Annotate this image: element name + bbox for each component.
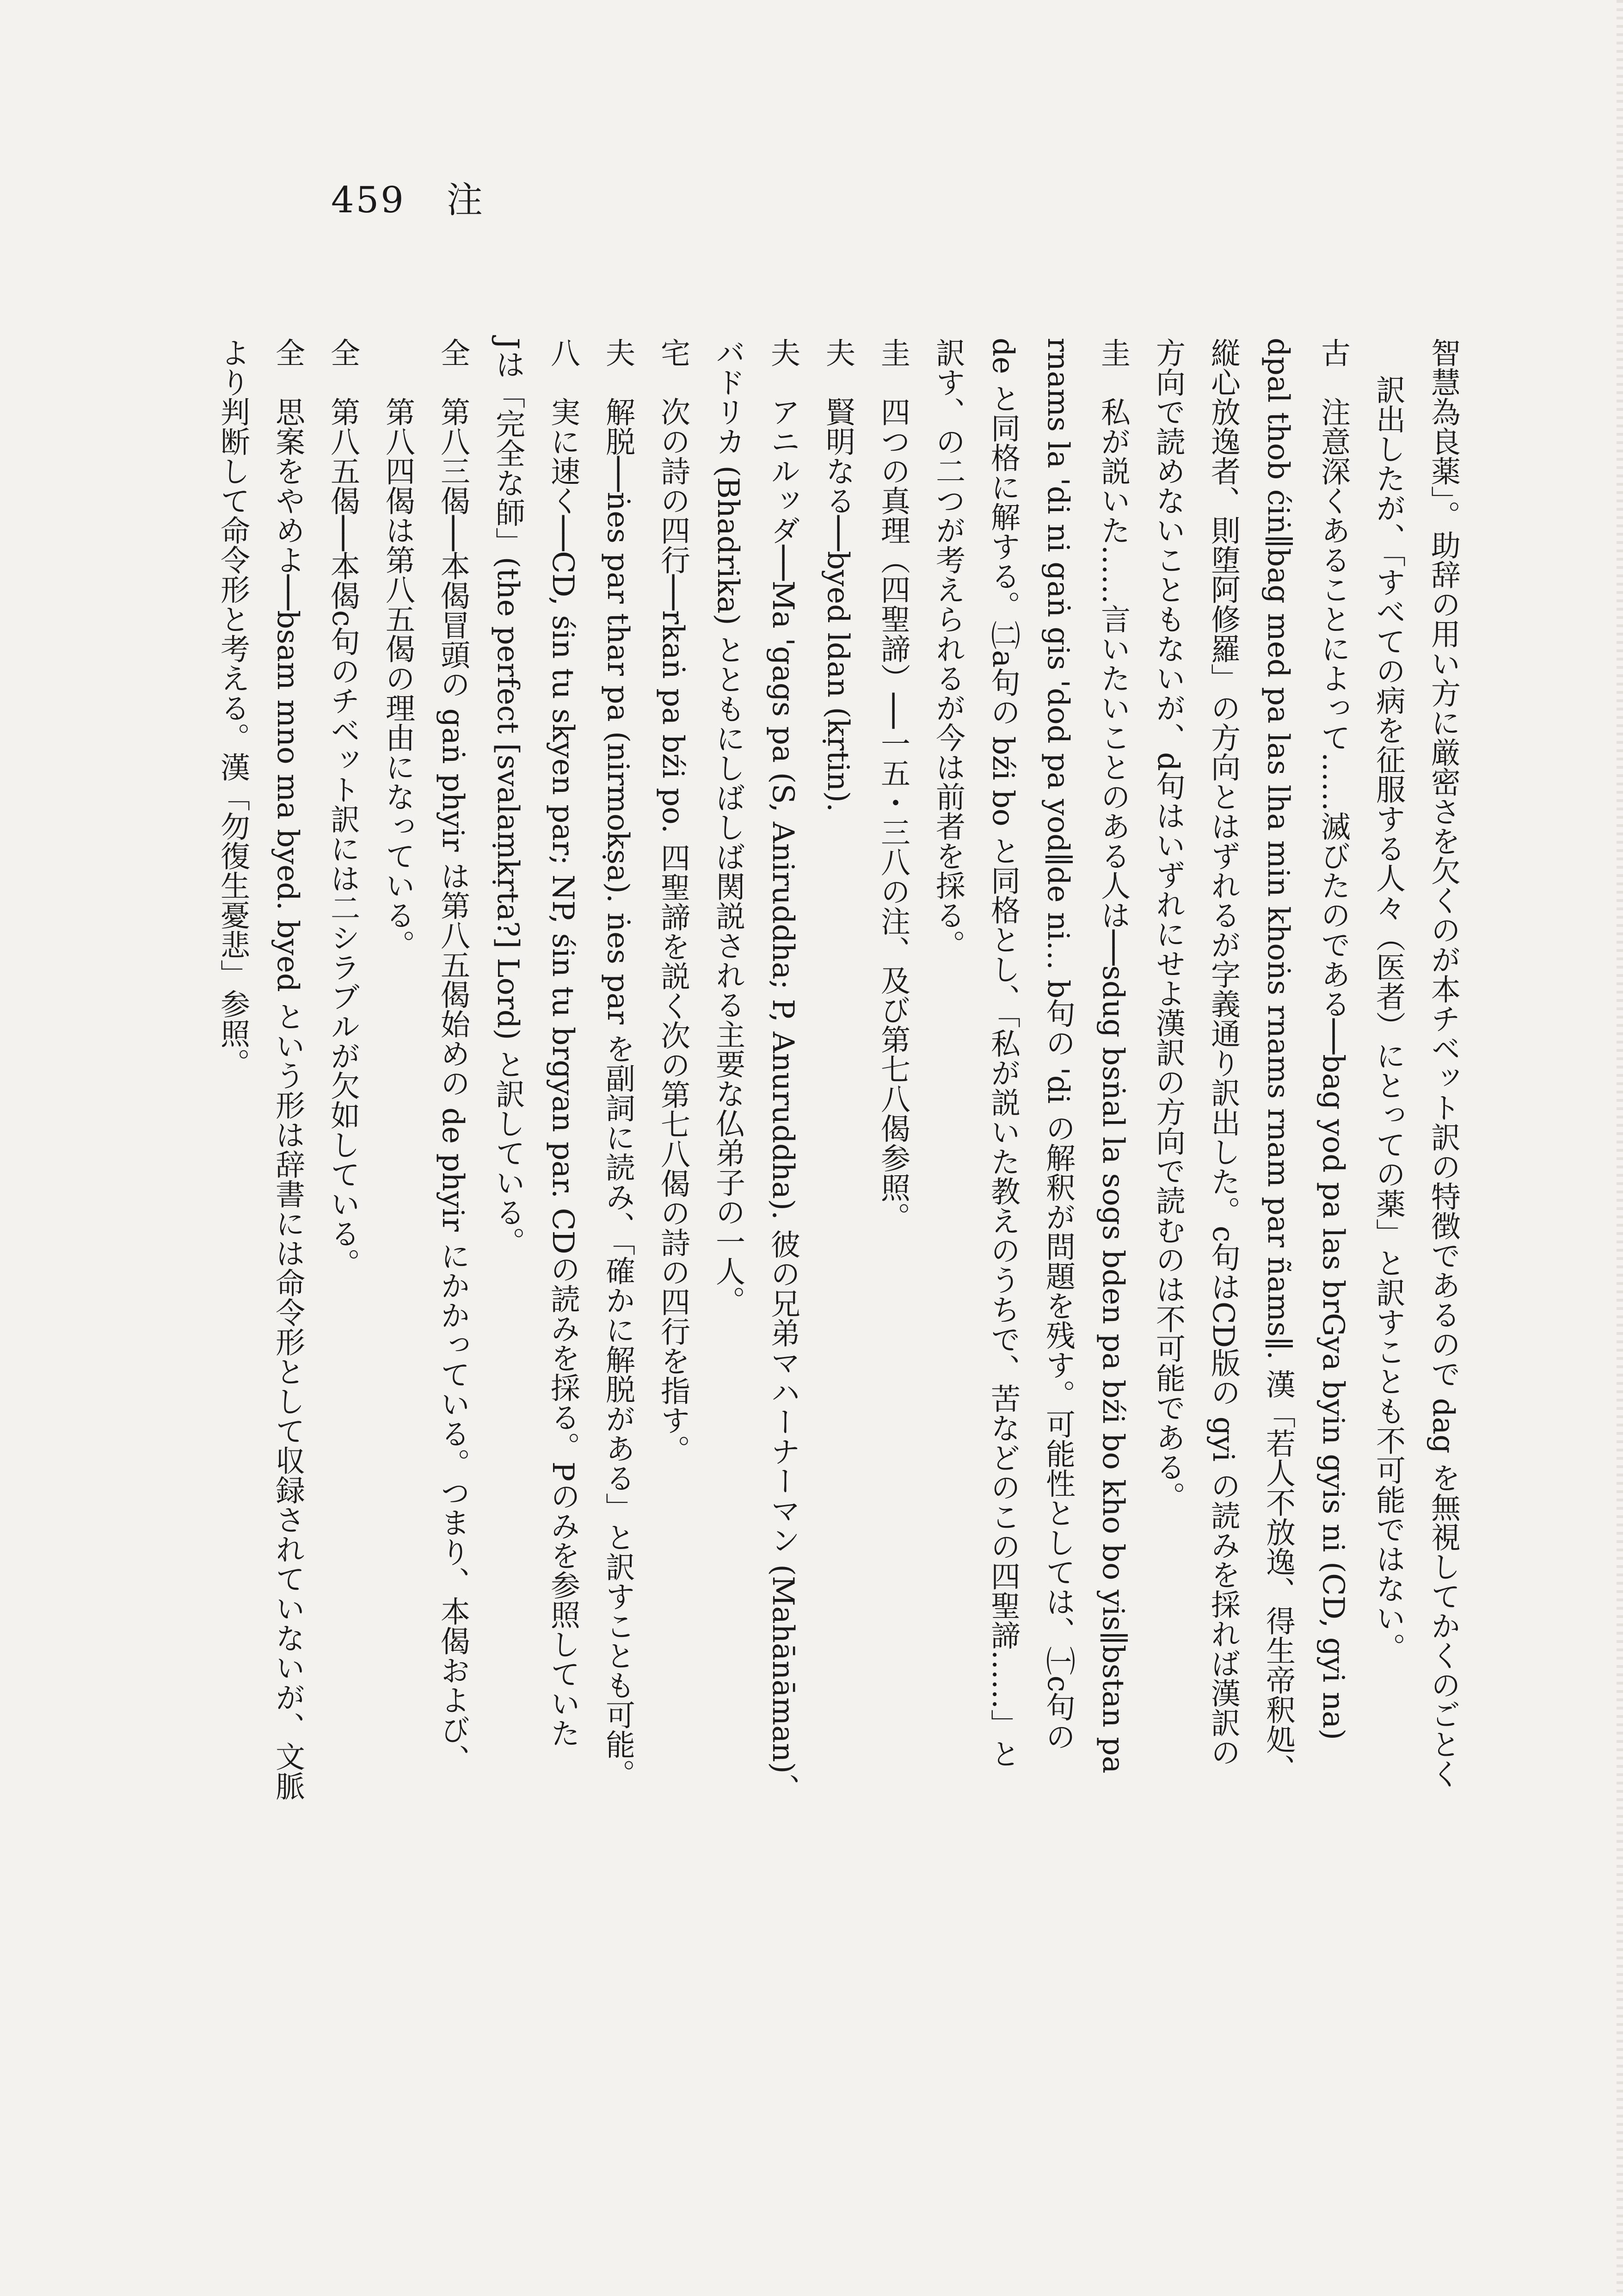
note-line: de と同格に解する。㈡a句の bźi bo と同格とし、「私が説いた教えのうちで、苦などのこの四聖諦……」と — [986, 338, 1020, 1769]
note-line: 八 実に速く──CD, śin tu skyen par; NP, śin tu brgyan par. CDの読みを採る。Pのみを参照していた — [546, 338, 580, 1748]
note-line: 圭 四つの真理（四聖諦）──一五・三八の注、及び第七八偈参照。 — [876, 338, 910, 1232]
page-header — [331, 171, 485, 223]
note-line: より判断して命令形と考える。漢「勿復生憂悲」参照。 — [215, 338, 250, 1078]
note-line: 智慧為良薬」。助辞の用い方に厳密さを欠くのが本チベット訳の特徴であるので dag を無視してかくのごとく — [1426, 338, 1460, 1789]
note-line: 夫 アニルッダ──Ma 'gags pa (S, Aniruddha; P, Anuruddha). 彼の兄弟マハーナーマン (Mahānāman)、 — [766, 338, 800, 1803]
note-line: 全 思案をやめよ──bsam mno ma byed. byed という形は辞書には命令形として収録されていないが、文脈 — [270, 338, 305, 1801]
note-line: 全 第八三偈──本偈冒頭の gaṅ phyir は第八五偈始めの de phyir にかかっている。つまり、本偈および、 — [436, 338, 470, 1774]
page-number: 459 — [331, 179, 406, 221]
note-line: 第八四偈は第八五偈の理由になっている。 — [381, 397, 415, 959]
note-line: 圭 私が説いた……言いたいことのある人は──sdug bsṅal la sogs bden pa bźi bo kho bo yis∥bstan pa — [1096, 338, 1130, 1774]
note-line: 宅 次の詩の四行──rkaṅ pa bźi po. 四聖諦を説く次の第七八偈の詩の四行を指す。 — [656, 338, 690, 1465]
section-label: 注 — [446, 179, 485, 221]
note-line: Jは「完全な師」(the perfect [svalaṃkṛta?] Lord) と訳している。 — [491, 338, 525, 1257]
page-edge-shadow — [1617, 0, 1623, 2296]
note-line: 方向で読めないこともないが、d句はいずれにせよ漢訳の方向で読むのは不可能である。 — [1151, 338, 1185, 1511]
note-line: バドリカ (Bhadrika) とともにしばしば関説される主要な仏弟子の一人。 — [711, 338, 745, 1315]
note-line: dpal thob ćiṅ∥bag med pa las lha min khoṅs rnams rnam par ñams∥. 漢「若人不放逸、得生帝釈処、 — [1261, 338, 1295, 1784]
note-line: 縦心放逸者、則堕阿修羅」の方向とはずれるが字義通り訳出した。c句はCD版の gyi の読みを採れば漢訳の — [1206, 338, 1240, 1767]
note-line: 夫 解脱──ṅes par thar pa (nirmokṣa). ṅes par を副詞に読み、「確かに解脱がある」と訳すことも可能。 — [601, 338, 635, 1789]
note-line: 古 注意深くあることによって……滅びたのである──bag yod pa las brGya byin gyis ni (CD, gyi na) — [1316, 338, 1350, 1741]
note-line: 夫 賢明なる──byed ldan (kṛtin). — [821, 338, 855, 812]
notes-text-block — [215, 338, 1470, 2142]
note-line: 訳す、の二つが考えられるが今は前者を採る。 — [931, 338, 965, 959]
note-line: 全 第八五偈──本偈c句のチベット訳には二シラブルが欠如している。 — [326, 338, 360, 1278]
note-line: 訳出したが、「すべての病を征服する人々（医者）にとっての薬」と訳すことも不可能ではない。 — [1371, 375, 1405, 1662]
note-line: rnams la 'di ni gaṅ gis 'dod pa yod∥de ni… b句の 'di の解釈が問題を残す。可能性としては、㈠c句の — [1041, 338, 1075, 1752]
